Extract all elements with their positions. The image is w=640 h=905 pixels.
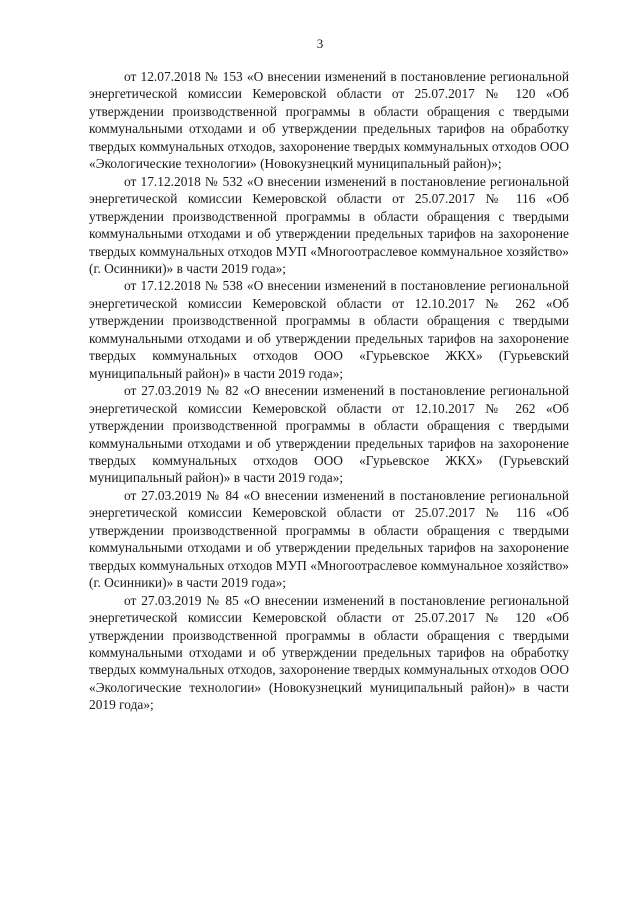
list-item-resolution-82: от 27.03.2019 № 82 «О внесении изменений в постановление региональной энергетической комиссии Кемеровской области от 12.10.2017 № 262 «Об утверждении производственной программы в области обращения с твердыми коммунальными отходами и об утверждении предельных тарифов на захоронение твердых коммунальных отходов ООО «Гурьевское ЖКХ» (Гурьевский муниципальный район)» в части 2019 года»;	[89, 383, 569, 486]
list-item-resolution-84: от 27.03.2019 № 84 «О внесении изменений в постановление региональной энергетической комиссии Кемеровской области от 25.07.2017 № 116 «Об утверждении производственной программы в области обращения с твердыми коммунальными отходами и об утверждении предельных тарифов на захоронение твердых коммунальных отходов МУП «Многоотраслевое коммунальное хозяйство» (г. Осинники)» в части 2019 года»;	[89, 487, 569, 591]
list-item-resolution-532: от 17.12.2018 № 532 «О внесении изменений в постановление региональной энергетической комиссии Кемеровской области от 25.07.2017 № 116 «Об утверждении производственной программы в области обращения с твердыми коммунальными отходами и об утверждении предельных тарифов на захоронение твердых коммунальных отходов МУП «Многоотраслевое коммунальное хозяйство» (г. Осинники)» в части 2019 года»;	[89, 173, 569, 276]
page-number: 3	[316, 36, 324, 51]
list-item-resolution-153: от 12.07.2018 № 153 «О внесении изменений в постановление региональной энергетической комиссии Кемеровской области от 25.07.2017 № 120 «Об утверждении производственной программы в области обращения с твердыми коммунальными отходами и об утверждении предельных тарифов на обработку твердых коммунальных отходов, захоронение твердых коммунальных отходов ООО «Экологические технологии» (Новокузнецкий муниципальный район)»;	[89, 69, 569, 172]
document-body	[89, 68, 569, 714]
list-item-resolution-538: от 17.12.2018 № 538 «О внесении изменений в постановление региональной энергетической комиссии Кемеровской области от 12.10.2017 № 262 «Об утверждении производственной программы в области обращения с твердыми коммунальными отходами и об утверждении предельных тарифов на захоронение твердых коммунальных отходов ООО «Гурьевское ЖКХ» (Гурьевский муниципальный район)» в части 2019 года»;	[89, 278, 569, 381]
list-item-resolution-85: от 27.03.2019 № 85 «О внесении изменений в постановление региональной энергетической комиссии Кемеровской области от 25.07.2017 № 120 «Об утверждении производственной программы в области обращения с твердыми коммунальными отходами и об утверждении предельных тарифов на обработку твердых коммунальных отходов, захоронение твердых коммунальных отходов ООО «Экологические технологии» (Новокузнецкий муниципальный район)» в части 2019 года»;	[89, 592, 569, 713]
